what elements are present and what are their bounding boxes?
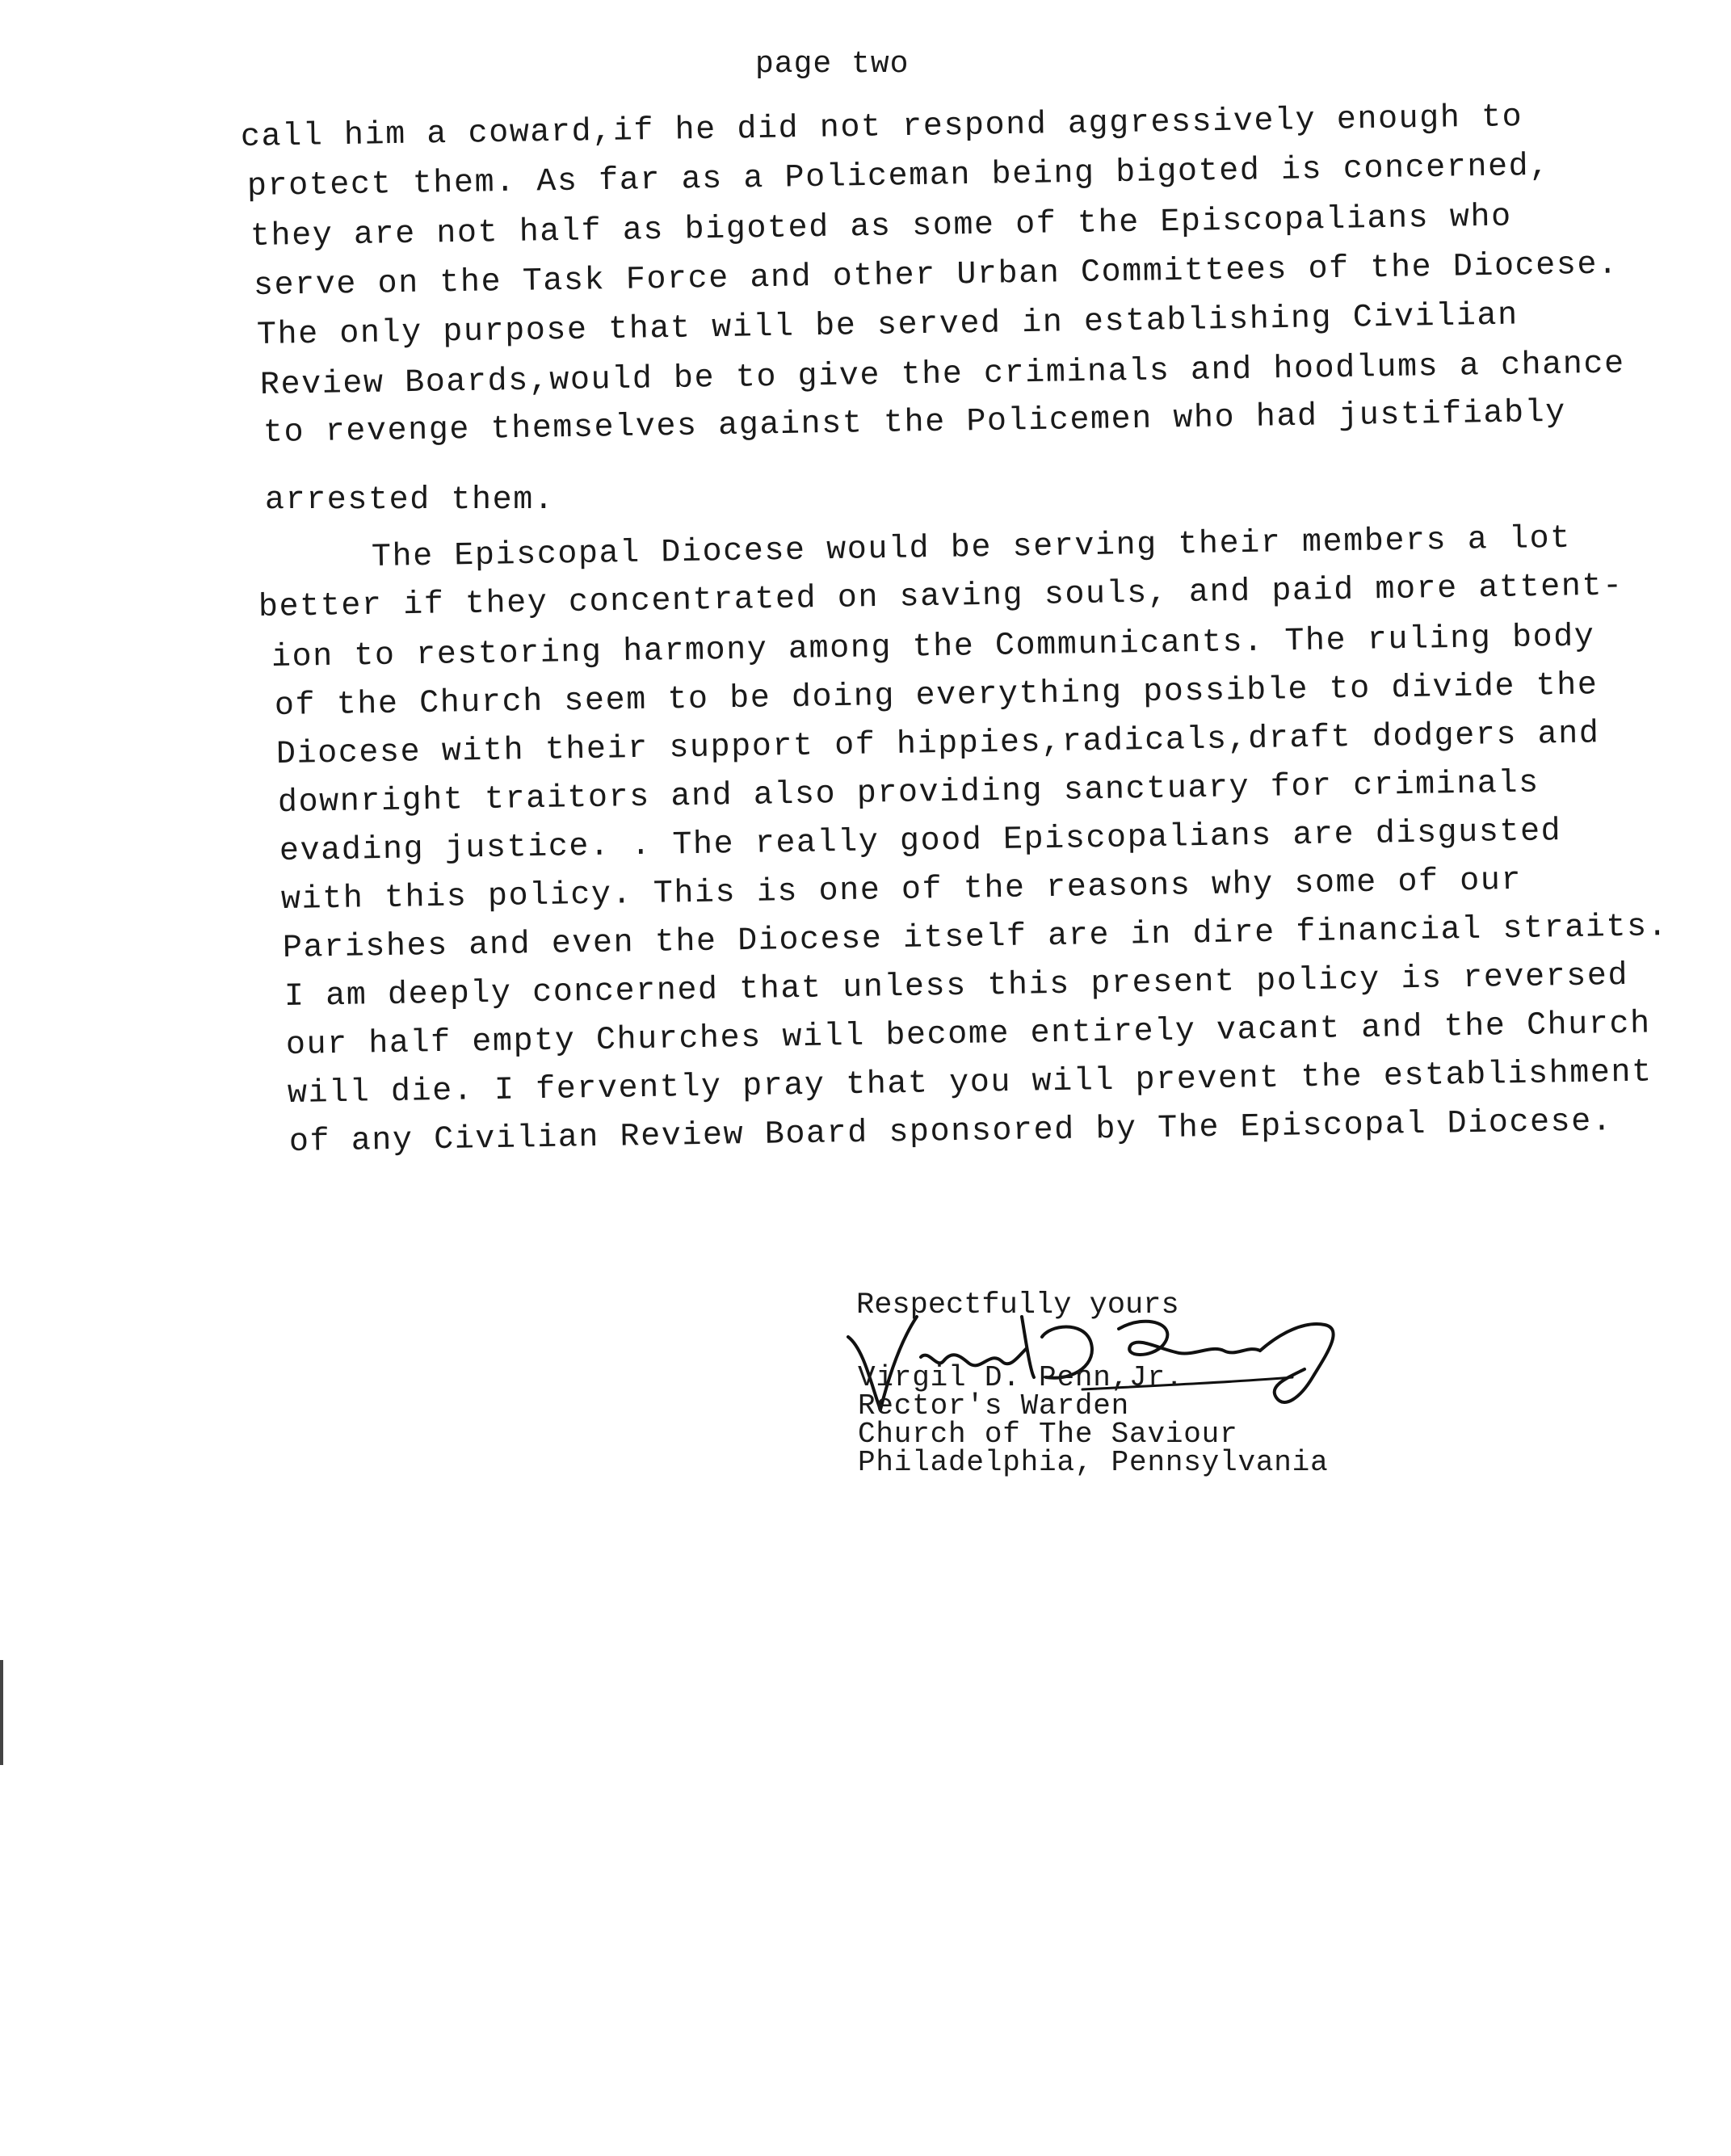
paragraph-line: will die. I fervently pray that you will prevent the establishment xyxy=(287,1054,1653,1112)
paragraph-line: of any Civilian Review Board sponsored by The Episcopal Diocese. xyxy=(288,1103,1613,1161)
paragraph-line: The only purpose that will be served in establishing Civilian xyxy=(256,297,1519,354)
signatory-name: Virgil D. Penn,Jr. xyxy=(858,1361,1184,1394)
paragraph-line: The Episcopal Diocese would be serving their members a lot xyxy=(371,520,1572,576)
signatory-organization: Church of The Saviour xyxy=(858,1418,1238,1451)
scan-edge-mark xyxy=(0,1660,3,1765)
paragraph-line: Diocese with their support of hippies,radicals,draft dodgers and xyxy=(275,716,1600,773)
signatory-title: Rector's Warden xyxy=(858,1389,1130,1423)
paragraph-line: serve on the Task Force and other Urban Committees of the Diocese. xyxy=(253,246,1620,305)
closing-salutation: Respectfully yours xyxy=(856,1288,1179,1322)
paragraph-line: they are not half as bigoted as some of the Episcopalians who xyxy=(250,199,1513,255)
paragraph-line: protect them. As far as a Policeman being bigoted is concerned, xyxy=(246,148,1551,205)
paragraph-line: our half empty Churches will become entirely vacant and the Church xyxy=(285,1006,1652,1064)
paragraph-line: Parishes and even the Diocese itself are in dire financial straits. xyxy=(282,909,1669,967)
paragraph-line: arrested them. xyxy=(265,482,555,519)
paragraph-line: ion to restoring harmony among the Communicants. The ruling body xyxy=(271,619,1595,676)
paragraph-line: Review Boards,would be to give the criminals and hoodlums a chance xyxy=(259,346,1626,404)
paragraph-line: call him a coward,if he did not respond aggressively enough to xyxy=(240,99,1523,156)
paragraph-line: I am deeply concerned that unless this present policy is reversed xyxy=(284,957,1629,1015)
paragraph-line: downright traitors and also providing sanctuary for criminals xyxy=(277,765,1540,822)
signatory-location: Philadelphia, Pennsylvania xyxy=(858,1446,1329,1479)
paragraph-line: to revenge themselves against the Policemen who had justifiably xyxy=(263,394,1567,452)
paragraph-line: with this policy. This is one of the reasons why some of our xyxy=(280,862,1523,918)
paragraph-line: better if they concentrated on saving souls, and paid more attent- xyxy=(258,568,1624,626)
page-number-label: page two xyxy=(755,47,910,82)
paragraph-line: of the Church seem to be doing everything possible to divide the xyxy=(274,667,1599,725)
paragraph-line: evading justice. . The really good Episcopalians are disgusted xyxy=(279,813,1562,870)
